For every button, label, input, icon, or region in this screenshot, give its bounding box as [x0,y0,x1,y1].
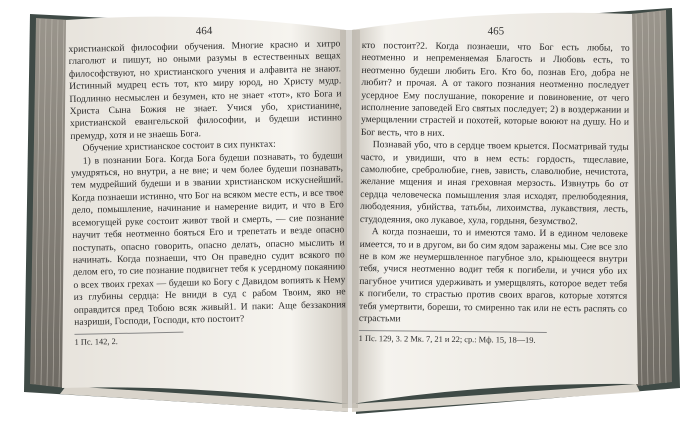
left-page-number: 464 [195,24,213,38]
right-page-text [358,24,630,383]
left-footnote: 1 Пс. 142, 2. [74,332,183,347]
left-page-text [68,22,347,378]
right-footnote: 1 Пс. 129, 3. 2 Мк. 7, 21 и 22; ср.: Мф. 15, 18—19. [359,330,547,345]
left-paragraph: 1) в познании Бога. Когда Бога будеши познавать, то будеши умудряться, но внутри, а не вне; и чем более будеши познавать, тем мудрейший будеши и в звании христианском искуснейший. Когда познаеши истинно, что Бог на всяком месте есть, и все твое дело, помышление, начинание и намерение видит, и что в Его всемогущей руке состоит живот твой и смерть, — сие познание научит тебя неотменно бояться Его и трепетать и везде опасно поступать, опасно говорить, опасно делать, опасно мыслить и начинать. Когда познаеши, что Он праведно судит всякого по делом его, то сие познание подвигнет тебя к усердному покаянию о всех твоих грехах — будеши ко Богу с Давидом вопиять к Нему из глубины сердца: Не вниди в суд с рабом Твоим, яко не оправдится пред Тобою всяк живый1. И паки: Аще беззакония назриши, Господи, Господи, кто постоит? [70,149,346,328]
right-page-number: 465 [487,25,505,38]
left-paragraph: Обучение христианское состоит в сих пунктах: [82,138,276,154]
right-paragraph: кто постоит?2. Когда познаеши, что Бог есть любы, то неотменно и непременяемая Благость и Любовь есть, то неотменно будеши любить Его. Кто бо, познав Его, добра не любит? и прочая. А от такого познания неотменно последует усердное Ему послушание, покорение и повиновение, от чего исполнение заповедей Его святых последует; 2) в воздержании и умерщвлении страстей и похотей, которые воюют на душу. Но и Бог весть, что в них. [360,39,630,139]
right-paragraph: А когда познаеши, то и имеются тамо. И в едином человеке имеется, то и в другом, ви бо сим ядом заражены мы. Сие все зло не в ком же неумершвленное пагубное зло, крыющееся внутри тебя, учися неотменно водит тебя к погибели, и учися убо их пагубное учитися удерживать и умерщвлять, которое ведет тебя к погибели, то страстью против своих врагов, которые хотятся тебя умертвити, бореши, то смиренно так или не есть распять со страстьми [358,226,628,325]
right-paragraph: Познавай убо, что в сердце твоем крыется. Посматривай туды часто, и увидиши, что в нем есть: гордость, тщеславие, самолюбие, сребролюбие, гнев, зависть, славолюбие, нечистота, желание мщения и иная греховная мерзость. Извнутрь бо от сердца человеческа помышления злая исходят, прелюбодеяния, любодеяния, убийства, татьбы, лихоимства, лукавствия, лесть, студодеяния, око лукавое, хула, гордыня, безумство2. [359,139,629,227]
left-paragraph: христианской философии обучения. Многие красно и хитро глаголют и пишут, но оными разумы в естественных вещах философствуют, но христианского учения и алфавита не знают. Истинный мудрец есть тот, кто миру юрод, но Христу мудр. Подлинно несмыслен и безумен, кто не знает «тот», кто Бога и Христа Сына Божия не знает. Учися убо, христианине, христианской евангельской философии, и будеши истинно премудр, хотя и не знаешь Бога. [68,38,343,142]
